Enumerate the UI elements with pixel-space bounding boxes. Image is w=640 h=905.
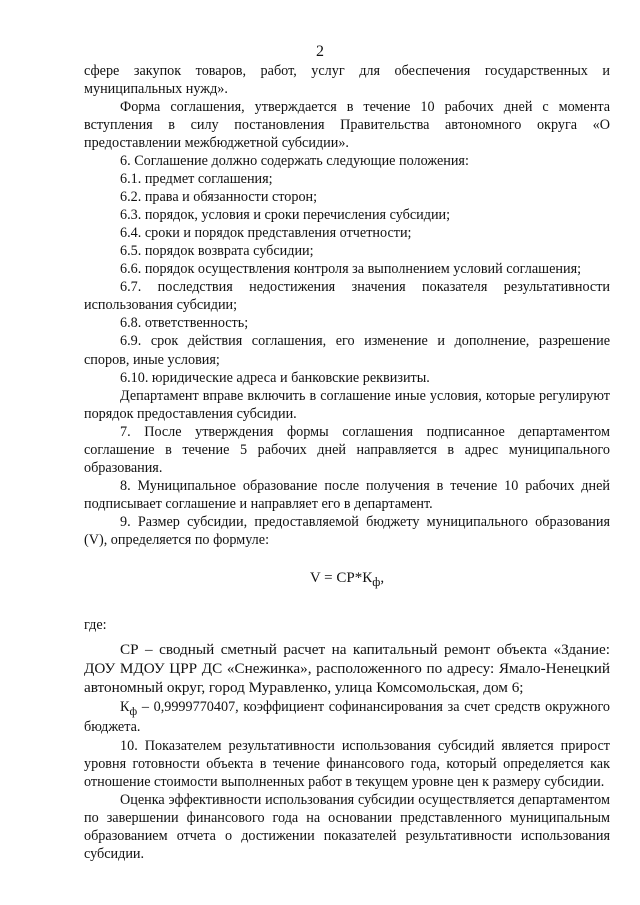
- formula-text: $V = СР*К_ф$,: [309, 569, 385, 589]
- where-label: где:: [84, 616, 107, 633]
- list-item-6-5: 6.5. порядок возврата субсидии;: [120, 243, 314, 260]
- page-number: 2: [316, 43, 324, 60]
- list-item-6-7: 6.7. последствия недостижения значения показателя результативности использования субсидии;: [84, 279, 610, 314]
- section-6-header: 6. Соглашение должно содержать следующие положения:: [120, 153, 469, 170]
- list-item-6-10: 6.10. юридические адреса и банковские реквизиты.: [120, 369, 430, 386]
- section-7: 7. После утверждения формы соглашения подписанное департаментом соглашение в течение 5 рабочих дней направляется в адрес муниципального образования.: [84, 423, 610, 476]
- paragraph-1: сфере закупок товаров, работ, услуг для обеспечения государственных и муниципальных нужд».: [84, 63, 610, 98]
- list-item-6-8: 6.8. ответственность;: [120, 315, 249, 332]
- document-body: [84, 62, 610, 863]
- list-item-6-1: 6.1. предмет соглашения;: [120, 171, 273, 188]
- cp-definition: СР – сводный сметный расчет на капитальный ремонт объекта «Здание: ДОУ МДОУ ЦРР ДС «Снежинка», расположенного по адресу: Ямало-Ненецкий автономный округ, город Муравленко, улица Комсомольская, дом 6;: [84, 640, 610, 697]
- paragraph-dept-right: Департамент вправе включить в соглашение иные условия, которые регулируют порядок предоставления субсидии.: [84, 387, 610, 422]
- section-9: 9. Размер субсидии, предоставляемой бюджету муниципального образования (V), определяется по формуле:: [84, 513, 610, 548]
- kf-definition-container: [84, 698, 610, 737]
- kf-label: $К_ф$: [120, 698, 138, 718]
- section-10: 10. Показателем результативности использования субсидий является прирост уровня готовности объекта в течение финансового года, который определяется как отношение стоимости выполненных работ в текущем уровне цен к размеру субсидии.: [84, 737, 610, 790]
- formula-block: [84, 569, 610, 591]
- paragraph-efficiency: Оценка эффективности использования субсидии осуществляется департаментом по завершении финансового года на основании представленного муниципальным образованием отчета о достижении показателей результативности использования субсидии.: [84, 791, 610, 862]
- section-8: 8. Муниципальное образование после получения в течение 10 рабочих дней подписывает соглашение и направляет его в департамент.: [84, 477, 610, 512]
- list-item-6-2: 6.2. права и обязанности сторон;: [120, 189, 318, 206]
- list-item-6-4: 6.4. сроки и порядок представления отчетности;: [120, 225, 412, 242]
- section-6-list: [84, 170, 610, 278]
- kf-text: – 0,9999770407, коэффициент софинансирования за счет средств окружного бюджета.: [84, 698, 610, 736]
- list-item-6-3: 6.3. порядок, условия и сроки перечисления субсидии;: [120, 207, 451, 224]
- paragraph-2: Форма соглашения, утверждается в течение 10 рабочих дней с момента вступления в силу постановления Правительства автономного округа «О предоставлении межбюджетной субсидии».: [84, 99, 610, 152]
- list-item-6-9: 6.9. срок действия соглашения, его изменение и дополнение, разрешение споров, иные условия;: [84, 333, 610, 368]
- list-item-6-6: 6.6. порядок осуществления контроля за выполнением условий соглашения;: [120, 261, 582, 278]
